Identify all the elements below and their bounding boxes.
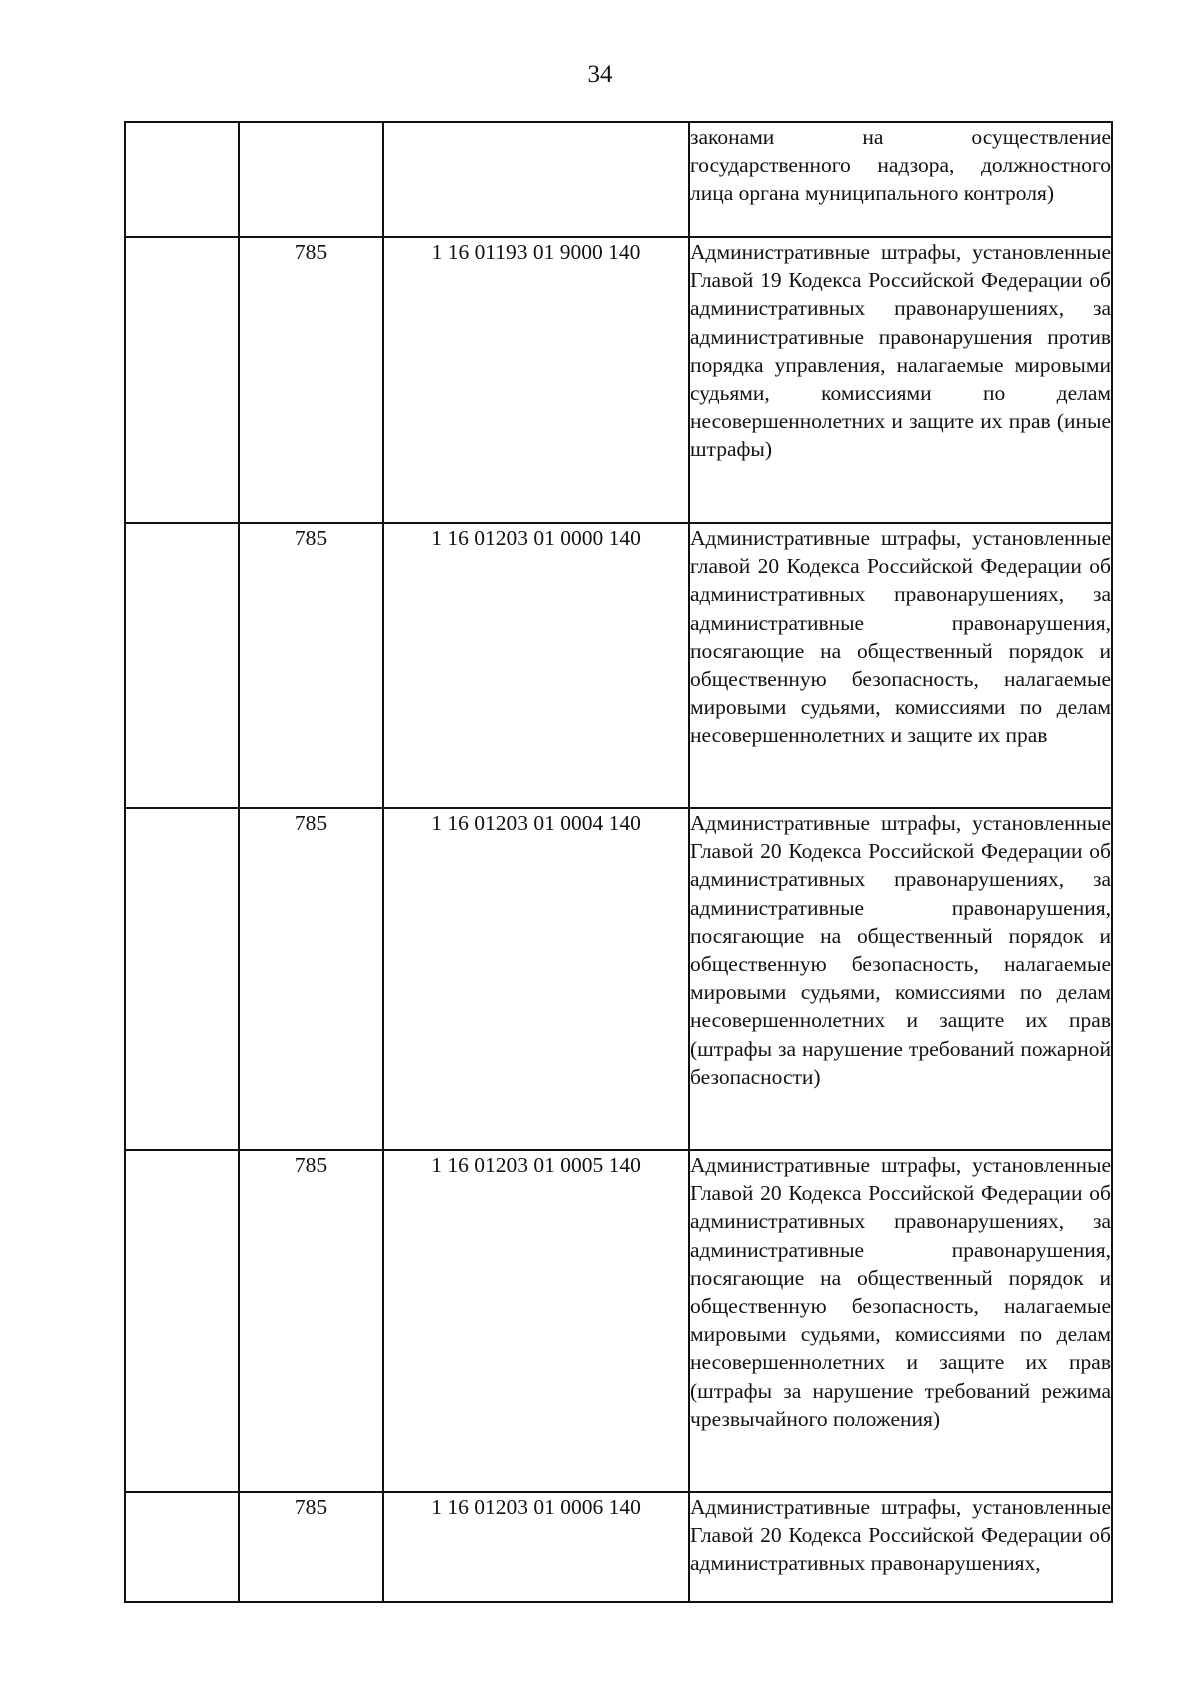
description-cell: Административные штрафы, установленные Главой 19 Кодекса Российской Федерации об административных правонарушениях, за административные правонарушения против порядка управления, налагаемые мировыми судьями, комиссиями по делам несовершеннолетних и защите их прав (иные штрафы) xyxy=(689,237,1112,523)
table-cell-empty xyxy=(383,122,689,237)
admin-code-cell: 785 xyxy=(239,237,383,523)
budget-codes-table xyxy=(124,121,1113,1603)
table-row xyxy=(125,523,1112,808)
page-number: 34 xyxy=(587,61,613,88)
admin-code-cell: 785 xyxy=(239,1492,383,1602)
table-row xyxy=(125,1150,1112,1492)
kbk-cell: 1 16 01203 01 0000 140 xyxy=(383,523,689,808)
description-cell: Административные штрафы, установленные Главой 20 Кодекса Российской Федерации об административных правонарушениях, xyxy=(689,1492,1112,1602)
table-cell-empty xyxy=(239,122,383,237)
table-cell-empty xyxy=(125,523,239,808)
table-row xyxy=(125,808,1112,1150)
admin-code-cell: 785 xyxy=(239,808,383,1150)
table-row xyxy=(125,237,1112,523)
kbk-cell: 1 16 01193 01 9000 140 xyxy=(383,237,689,523)
description-cell: законами на осуществление государственного надзора, должностного лица органа муниципального контроля) xyxy=(689,122,1112,237)
kbk-cell: 1 16 01203 01 0006 140 xyxy=(383,1492,689,1602)
table-cell-empty xyxy=(125,808,239,1150)
admin-code-cell: 785 xyxy=(239,523,383,808)
description-cell: Административные штрафы, установленные Главой 20 Кодекса Российской Федерации об административных правонарушениях, за административные правонарушения, посягающие на общественный порядок и общественную безопасность, налагаемые мировыми судьями, комиссиями по делам несовершеннолетних и защите их прав (штрафы за нарушение требований пожарной безопасности) xyxy=(689,808,1112,1150)
table-cell-empty xyxy=(125,237,239,523)
table-row xyxy=(125,122,1112,237)
table-cell-empty xyxy=(125,1492,239,1602)
kbk-cell: 1 16 01203 01 0004 140 xyxy=(383,808,689,1150)
table-row xyxy=(125,1492,1112,1602)
table-cell-empty xyxy=(125,1150,239,1492)
admin-code-cell: 785 xyxy=(239,1150,383,1492)
kbk-cell: 1 16 01203 01 0005 140 xyxy=(383,1150,689,1492)
description-cell: Административные штрафы, установленные Главой 20 Кодекса Российской Федерации об административных правонарушениях, за административные правонарушения, посягающие на общественный порядок и общественную безопасность, налагаемые мировыми судьями, комиссиями по делам несовершеннолетних и защите их прав (штрафы за нарушение требований режима чрезвычайного положения) xyxy=(689,1150,1112,1492)
table-cell-empty xyxy=(125,122,239,237)
description-cell: Административные штрафы, установленные главой 20 Кодекса Российской Федерации об административных правонарушениях, за административные правонарушения, посягающие на общественный порядок и общественную безопасность, налагаемые мировыми судьями, комиссиями по делам несовершеннолетних и защите их прав xyxy=(689,523,1112,808)
